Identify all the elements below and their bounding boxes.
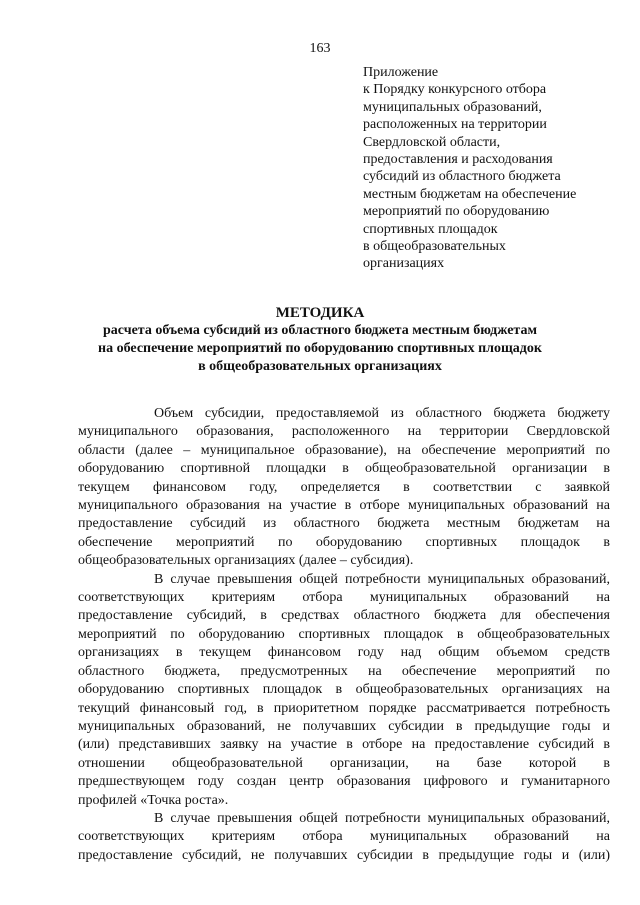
paragraph-line: соответствующих критериям отбора муниципальных образований на bbox=[78, 829, 610, 845]
paragraph-line: (или) представивших заявку на участие в отборе на предоставление субсидий в bbox=[78, 737, 610, 753]
appendix-line: предоставления и расходования bbox=[363, 152, 553, 168]
paragraph-line: муниципального образования на участие в отборе муниципальных образований на bbox=[78, 498, 610, 514]
paragraph-line: соответствующих критериям отбора муниципальных образований на bbox=[78, 590, 610, 606]
paragraph-line: предоставление субсидий, не получавших субсидии в предыдущие годы и (или) bbox=[78, 847, 610, 863]
appendix-note bbox=[363, 64, 623, 273]
appendix-line: в общеобразовательных bbox=[363, 239, 506, 255]
paragraph-line: мероприятий по оборудованию спортивных площадок в общеобразовательных bbox=[78, 626, 610, 642]
paragraph-line: текущий финансовый год, в приоритетном порядке рассматривается потребность bbox=[78, 700, 610, 716]
paragraph-line: профилей «Точка роста». bbox=[78, 792, 229, 808]
paragraph-line: В случае превышения общей потребности муниципальных образований, bbox=[154, 571, 610, 587]
document-heading bbox=[60, 304, 580, 376]
paragraph-line: предоставление субсидий, в средствах областного бюджета для обеспечения bbox=[78, 608, 610, 624]
paragraph-line: организациях в текущем финансовом году над общим объемом средств bbox=[78, 645, 610, 661]
paragraph-line: Объем субсидии, предоставляемой из областного бюджета бюджету bbox=[154, 406, 610, 421]
appendix-line: Приложение bbox=[363, 65, 439, 80]
appendix-line: расположенных на территории bbox=[363, 117, 547, 133]
page-number: 163 bbox=[309, 41, 331, 56]
paragraph-line: текущем финансовом году, определяется в соответствии с заявкой bbox=[78, 479, 610, 495]
paragraph-line: муниципального образования, расположенного на территории Свердловской bbox=[78, 424, 610, 440]
appendix-line: муниципальных образований, bbox=[363, 99, 542, 115]
appendix-line: спортивных площадок bbox=[363, 221, 498, 237]
paragraph-line: обеспечение мероприятий по оборудованию спортивных площадок в bbox=[78, 534, 610, 550]
paragraph-line: предоставление субсидий из областного бюджета местным бюджетам на bbox=[78, 516, 610, 532]
paragraph bbox=[78, 405, 610, 571]
appendix-line: местным бюджетам на обеспечение bbox=[363, 186, 577, 202]
heading-subtitle-line: расчета объема субсидий из областного бюджета местным бюджетам bbox=[102, 323, 538, 338]
paragraph-line: общеобразовательных организациях (далее – субсидия). bbox=[78, 553, 414, 569]
appendix-line: Свердловской области, bbox=[363, 134, 501, 150]
paragraph-line: В случае превышения общей потребности муниципальных образований, bbox=[154, 810, 610, 826]
body-text bbox=[78, 405, 610, 865]
paragraph bbox=[78, 571, 610, 810]
appendix-line: субсидий из областного бюджета bbox=[363, 169, 561, 185]
heading-title: МЕТОДИКА bbox=[275, 305, 365, 321]
paragraph-line: области (далее – муниципальное образование), на обеспечение мероприятий по bbox=[78, 442, 610, 458]
heading-subtitle-line: на обеспечение мероприятий по оборудованию спортивных площадок bbox=[98, 341, 542, 356]
paragraph-line: предшествующем году создан центр образования цифрового и гуманитарного bbox=[78, 774, 610, 790]
paragraph-line: оборудованию спортивной площадки в общеобразовательной организации в bbox=[78, 461, 610, 477]
appendix-line: мероприятий по оборудованию bbox=[363, 204, 550, 220]
paragraph-line: отношении общеобразовательной организации, на базе которой в bbox=[78, 755, 610, 771]
appendix-line: к Порядку конкурсного отбора bbox=[363, 82, 547, 98]
paragraph-line: муниципальных образований, не получавших субсидии в предыдущие годы и bbox=[78, 718, 610, 734]
paragraph-line: оборудованию спортивных площадок в общеобразовательных организациях на bbox=[78, 682, 610, 698]
paragraph-line: областного бюджета, предусмотренных на обеспечение мероприятий по bbox=[78, 663, 610, 679]
heading-subtitle-line: в общеобразовательных организациях bbox=[198, 359, 442, 374]
paragraph bbox=[78, 810, 610, 865]
appendix-line: организациях bbox=[363, 256, 445, 272]
